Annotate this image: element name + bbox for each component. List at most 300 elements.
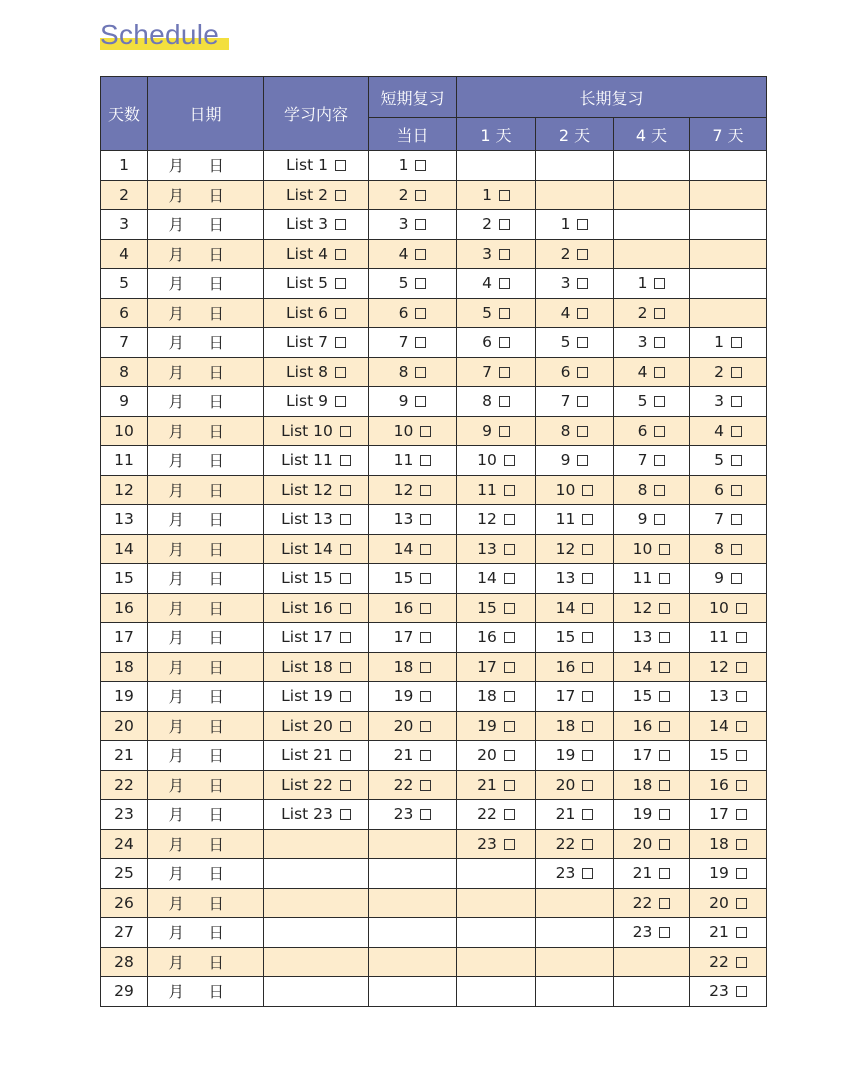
review-7-day-cell: [690, 652, 767, 682]
checkbox[interactable]: [659, 632, 670, 643]
review-4-day-cell-text: 22: [632, 893, 653, 912]
review-2-day-cell: [536, 859, 614, 889]
checkbox[interactable]: [420, 544, 431, 555]
review-2-day-cell-text: 21: [555, 805, 576, 824]
checkbox[interactable]: [420, 721, 431, 732]
month-label: 月: [168, 452, 185, 471]
checkbox[interactable]: [736, 957, 747, 968]
review-7-day-cell-text: 4: [714, 421, 724, 440]
review-7-day-cell: [690, 416, 767, 446]
checkbox[interactable]: [499, 308, 510, 319]
checkbox[interactable]: [335, 308, 346, 319]
review-1-day-cell: [457, 859, 536, 889]
same-day-cell-text: 3: [398, 215, 409, 234]
review-2-day-cell-text: 16: [555, 657, 576, 676]
checkbox[interactable]: [731, 367, 742, 378]
review-4-day-cell-text: 5: [637, 392, 648, 411]
review-1-day-cell-text: 1: [482, 185, 492, 204]
day-label: 日: [208, 481, 225, 500]
review-4-day-cell-text: 3: [637, 333, 648, 352]
day-number-cell: 26: [101, 888, 148, 918]
checkbox[interactable]: [577, 396, 588, 407]
review-2-day-cell-text: 6: [560, 362, 571, 381]
month-label: 月: [168, 835, 185, 854]
day-label: 日: [208, 688, 225, 707]
checkbox[interactable]: [420, 455, 431, 466]
checkbox[interactable]: [736, 809, 747, 820]
review-2-day-cell: [536, 416, 614, 446]
checkbox[interactable]: [654, 396, 665, 407]
checkbox[interactable]: [659, 721, 670, 732]
checkbox[interactable]: [731, 514, 742, 525]
review-1-day-cell: [457, 829, 536, 859]
content-cell: [264, 947, 369, 977]
checkbox[interactable]: [340, 603, 351, 614]
day-label: 日: [208, 747, 225, 766]
review-4-day-cell: [614, 888, 690, 918]
date-cell: [148, 682, 264, 712]
checkbox[interactable]: [659, 839, 670, 850]
table-row: [101, 269, 767, 299]
same-day-cell-text: 9: [398, 392, 409, 411]
checkbox[interactable]: [504, 603, 515, 614]
content-cell-text: List 23: [281, 805, 333, 824]
content-cell: [264, 151, 369, 181]
review-1-day-cell: [457, 770, 536, 800]
review-2-day-cell: [536, 298, 614, 328]
month-label: 月: [168, 629, 185, 648]
review-1-day-cell: [457, 328, 536, 358]
checkbox[interactable]: [415, 396, 426, 407]
review-4-day-cell-text: 10: [632, 539, 653, 558]
day-number-cell: 9: [101, 387, 148, 417]
checkbox[interactable]: [736, 662, 747, 673]
review-7-day-cell-text: 20: [709, 893, 729, 912]
checkbox[interactable]: [577, 367, 588, 378]
checkbox[interactable]: [415, 160, 426, 171]
review-7-day-cell-text: 6: [714, 480, 724, 499]
review-1-day-cell: [457, 357, 536, 387]
review-1-day-cell: [457, 800, 536, 830]
day-number-cell: 28: [101, 947, 148, 977]
checkbox[interactable]: [577, 219, 588, 230]
checkbox[interactable]: [335, 219, 346, 230]
review-2-day-cell: [536, 210, 614, 240]
checkbox[interactable]: [504, 514, 515, 525]
date-cell: [148, 505, 264, 535]
checkbox[interactable]: [340, 809, 351, 820]
checkbox[interactable]: [420, 780, 431, 791]
table-row: [101, 180, 767, 210]
checkbox[interactable]: [335, 278, 346, 289]
same-day-cell: [369, 298, 457, 328]
same-day-cell-text: 21: [393, 746, 414, 765]
review-7-day-cell: [690, 505, 767, 535]
day-label: 日: [208, 216, 225, 235]
checkbox[interactable]: [582, 839, 593, 850]
same-day-cell: [369, 623, 457, 653]
review-7-day-cell: [690, 151, 767, 181]
checkbox[interactable]: [731, 396, 742, 407]
checkbox[interactable]: [736, 750, 747, 761]
checkbox[interactable]: [420, 750, 431, 761]
review-2-day-cell: [536, 652, 614, 682]
checkbox[interactable]: [731, 426, 742, 437]
checkbox[interactable]: [582, 780, 593, 791]
review-1-day-cell-text: 14: [477, 569, 497, 588]
table-row: [101, 534, 767, 564]
checkbox[interactable]: [499, 278, 510, 289]
checkbox[interactable]: [582, 485, 593, 496]
checkbox[interactable]: [582, 603, 593, 614]
checkbox[interactable]: [654, 455, 665, 466]
checkbox[interactable]: [340, 426, 351, 437]
checkbox[interactable]: [504, 455, 515, 466]
date-cell: [148, 387, 264, 417]
review-1-day-cell: [457, 682, 536, 712]
day-label: 日: [208, 629, 225, 648]
checkbox[interactable]: [577, 426, 588, 437]
checkbox[interactable]: [736, 927, 747, 938]
review-4-day-cell-text: 20: [632, 834, 653, 853]
review-2-day-cell: [536, 180, 614, 210]
checkbox[interactable]: [582, 632, 593, 643]
same-day-cell-text: 22: [393, 775, 414, 794]
day-number-cell: 29: [101, 977, 148, 1007]
same-day-cell-text: 11: [393, 451, 414, 470]
review-7-day-cell-text: 22: [709, 952, 729, 971]
day-label: 日: [208, 422, 225, 441]
checkbox[interactable]: [731, 337, 742, 348]
review-1-day-cell: [457, 564, 536, 594]
day-number-cell: 27: [101, 918, 148, 948]
review-1-day-cell: [457, 977, 536, 1007]
review-4-day-cell: [614, 505, 690, 535]
content-cell: [264, 328, 369, 358]
review-4-day-cell-text: 17: [632, 746, 653, 765]
review-7-day-cell-text: 13: [709, 687, 729, 706]
checkbox[interactable]: [582, 868, 593, 879]
checkbox[interactable]: [335, 337, 346, 348]
review-4-day-cell: [614, 593, 690, 623]
month-label: 月: [168, 275, 185, 294]
review-2-day-cell: [536, 151, 614, 181]
review-1-day-cell-text: 23: [477, 834, 497, 853]
review-4-day-cell: [614, 534, 690, 564]
same-day-cell: [369, 505, 457, 535]
checkbox[interactable]: [659, 544, 670, 555]
table-row: [101, 416, 767, 446]
checkbox[interactable]: [420, 691, 431, 702]
checkbox[interactable]: [736, 632, 747, 643]
checkbox[interactable]: [504, 691, 515, 702]
date-cell: [148, 918, 264, 948]
review-2-day-cell: [536, 593, 614, 623]
table-row: [101, 918, 767, 948]
checkbox[interactable]: [420, 662, 431, 673]
checkbox[interactable]: [736, 721, 747, 732]
same-day-cell: [369, 711, 457, 741]
day-number-cell: 2: [101, 180, 148, 210]
table-row: [101, 947, 767, 977]
review-2-day-cell-text: 17: [555, 687, 576, 706]
checkbox[interactable]: [420, 485, 431, 496]
day-number-cell: 25: [101, 859, 148, 889]
checkbox[interactable]: [340, 544, 351, 555]
same-day-cell-text: 13: [393, 510, 414, 529]
same-day-cell: [369, 475, 457, 505]
checkbox[interactable]: [499, 190, 510, 201]
checkbox[interactable]: [335, 396, 346, 407]
checkbox[interactable]: [340, 691, 351, 702]
checkbox[interactable]: [582, 514, 593, 525]
checkbox[interactable]: [420, 426, 431, 437]
checkbox[interactable]: [340, 485, 351, 496]
checkbox[interactable]: [731, 485, 742, 496]
review-7-day-cell-text: 15: [709, 746, 729, 765]
checkbox[interactable]: [577, 278, 588, 289]
checkbox[interactable]: [420, 573, 431, 584]
checkbox[interactable]: [504, 485, 515, 496]
review-7-day-cell: [690, 387, 767, 417]
content-cell-text: List 20: [281, 716, 333, 735]
same-day-cell-text: 17: [393, 628, 414, 647]
checkbox[interactable]: [577, 337, 588, 348]
content-cell: [264, 416, 369, 446]
review-4-day-cell: [614, 475, 690, 505]
checkbox[interactable]: [736, 603, 747, 614]
content-cell: [264, 859, 369, 889]
checkbox[interactable]: [654, 514, 665, 525]
review-2-day-cell: [536, 564, 614, 594]
checkbox[interactable]: [340, 662, 351, 673]
checkbox[interactable]: [736, 780, 747, 791]
day-label: 日: [208, 275, 225, 294]
same-day-cell: [369, 652, 457, 682]
checkbox[interactable]: [499, 219, 510, 230]
review-7-day-cell: [690, 534, 767, 564]
same-day-cell: [369, 180, 457, 210]
checkbox[interactable]: [736, 868, 747, 879]
checkbox[interactable]: [504, 780, 515, 791]
review-4-day-cell: [614, 800, 690, 830]
review-1-day-cell: [457, 475, 536, 505]
checkbox[interactable]: [504, 544, 515, 555]
day-number-cell: 19: [101, 682, 148, 712]
checkbox[interactable]: [659, 573, 670, 584]
checkbox[interactable]: [654, 278, 665, 289]
checkbox[interactable]: [659, 691, 670, 702]
checkbox[interactable]: [654, 367, 665, 378]
table-row: [101, 564, 767, 594]
checkbox[interactable]: [340, 750, 351, 761]
checkbox[interactable]: [654, 308, 665, 319]
review-2-day-cell: [536, 505, 614, 535]
content-cell: [264, 298, 369, 328]
checkbox[interactable]: [582, 662, 593, 673]
review-1-day-cell-text: 16: [477, 628, 497, 647]
day-label: 日: [208, 570, 225, 589]
checkbox[interactable]: [499, 367, 510, 378]
day-number-cell: 12: [101, 475, 148, 505]
checkbox[interactable]: [659, 662, 670, 673]
checkbox[interactable]: [659, 927, 670, 938]
checkbox[interactable]: [504, 721, 515, 732]
checkbox[interactable]: [731, 455, 742, 466]
checkbox[interactable]: [499, 337, 510, 348]
checkbox[interactable]: [415, 190, 426, 201]
day-number-cell: 1: [101, 151, 148, 181]
checkbox[interactable]: [340, 632, 351, 643]
checkbox[interactable]: [582, 721, 593, 732]
review-1-day-cell-text: 18: [477, 687, 497, 706]
review-1-day-cell: [457, 298, 536, 328]
review-4-day-cell: [614, 151, 690, 181]
review-2-day-cell: [536, 711, 614, 741]
review-7-day-cell: [690, 239, 767, 269]
month-label: 月: [168, 658, 185, 677]
day-label: 日: [208, 865, 225, 884]
review-2-day-cell: [536, 947, 614, 977]
checkbox[interactable]: [659, 898, 670, 909]
checkbox[interactable]: [340, 721, 351, 732]
checkbox[interactable]: [340, 780, 351, 791]
day-label: 日: [208, 304, 225, 323]
header-2-day: 2 天: [536, 118, 614, 151]
content-cell-text: List 18: [281, 657, 333, 676]
checkbox[interactable]: [577, 455, 588, 466]
checkbox[interactable]: [420, 809, 431, 820]
checkbox[interactable]: [731, 573, 742, 584]
review-1-day-cell: [457, 741, 536, 771]
checkbox[interactable]: [654, 426, 665, 437]
table-row: [101, 446, 767, 476]
review-4-day-cell: [614, 770, 690, 800]
month-label: 月: [168, 776, 185, 795]
checkbox[interactable]: [654, 485, 665, 496]
table-row: [101, 711, 767, 741]
date-cell: [148, 888, 264, 918]
checkbox[interactable]: [504, 839, 515, 850]
checkbox[interactable]: [504, 809, 515, 820]
checkbox[interactable]: [504, 632, 515, 643]
checkbox[interactable]: [415, 337, 426, 348]
checkbox[interactable]: [504, 750, 515, 761]
day-number-cell: 4: [101, 239, 148, 269]
checkbox[interactable]: [504, 662, 515, 673]
review-7-day-cell: [690, 269, 767, 299]
content-cell: [264, 682, 369, 712]
checkbox[interactable]: [659, 750, 670, 761]
same-day-cell: [369, 210, 457, 240]
review-7-day-cell-text: 8: [714, 539, 724, 558]
date-cell: [148, 446, 264, 476]
content-cell-text: List 10: [281, 421, 333, 440]
checkbox[interactable]: [499, 396, 510, 407]
review-2-day-cell: [536, 269, 614, 299]
checkbox[interactable]: [415, 249, 426, 260]
checkbox[interactable]: [654, 337, 665, 348]
checkbox[interactable]: [499, 249, 510, 260]
date-cell: [148, 151, 264, 181]
checkbox[interactable]: [736, 839, 747, 850]
checkbox[interactable]: [340, 573, 351, 584]
review-1-day-cell-text: 3: [482, 244, 492, 263]
review-2-day-cell-text: 23: [555, 864, 576, 883]
checkbox[interactable]: [499, 426, 510, 437]
review-4-day-cell-text: 8: [637, 480, 648, 499]
checkbox[interactable]: [582, 691, 593, 702]
checkbox[interactable]: [659, 780, 670, 791]
checkbox[interactable]: [415, 219, 426, 230]
review-7-day-cell: [690, 623, 767, 653]
checkbox[interactable]: [420, 603, 431, 614]
checkbox[interactable]: [415, 367, 426, 378]
checkbox[interactable]: [335, 160, 346, 171]
checkbox[interactable]: [659, 809, 670, 820]
date-cell: [148, 947, 264, 977]
checkbox[interactable]: [582, 750, 593, 761]
checkbox[interactable]: [736, 691, 747, 702]
date-cell: [148, 800, 264, 830]
checkbox[interactable]: [420, 632, 431, 643]
checkbox[interactable]: [420, 514, 431, 525]
content-cell: [264, 534, 369, 564]
content-cell: [264, 446, 369, 476]
checkbox[interactable]: [659, 603, 670, 614]
month-label: 月: [168, 245, 185, 264]
checkbox[interactable]: [340, 455, 351, 466]
date-cell: [148, 210, 264, 240]
checkbox[interactable]: [582, 573, 593, 584]
checkbox[interactable]: [731, 544, 742, 555]
review-4-day-cell: [614, 357, 690, 387]
checkbox[interactable]: [335, 367, 346, 378]
checkbox[interactable]: [340, 514, 351, 525]
review-4-day-cell: [614, 180, 690, 210]
date-cell: [148, 239, 264, 269]
table-row: [101, 151, 767, 181]
day-number-cell: 15: [101, 564, 148, 594]
checkbox[interactable]: [504, 573, 515, 584]
review-1-day-cell-text: 17: [477, 657, 497, 676]
day-label: 日: [208, 245, 225, 264]
checkbox[interactable]: [577, 249, 588, 260]
review-1-day-cell: [457, 180, 536, 210]
review-7-day-cell: [690, 180, 767, 210]
checkbox[interactable]: [335, 249, 346, 260]
checkbox[interactable]: [659, 868, 670, 879]
header-short-review: 短期复习: [369, 77, 457, 118]
review-2-day-cell: [536, 239, 614, 269]
same-day-cell-text: 6: [398, 303, 409, 322]
checkbox[interactable]: [335, 190, 346, 201]
review-1-day-cell-text: 8: [482, 392, 492, 411]
review-4-day-cell: [614, 298, 690, 328]
checkbox[interactable]: [415, 278, 426, 289]
content-cell-text: List 13: [281, 510, 333, 529]
review-4-day-cell: [614, 623, 690, 653]
same-day-cell-text: 4: [398, 244, 409, 263]
checkbox[interactable]: [736, 898, 747, 909]
checkbox[interactable]: [736, 986, 747, 997]
review-7-day-cell: [690, 947, 767, 977]
table-row: [101, 652, 767, 682]
checkbox[interactable]: [582, 809, 593, 820]
checkbox[interactable]: [582, 544, 593, 555]
checkbox[interactable]: [577, 308, 588, 319]
checkbox[interactable]: [415, 308, 426, 319]
